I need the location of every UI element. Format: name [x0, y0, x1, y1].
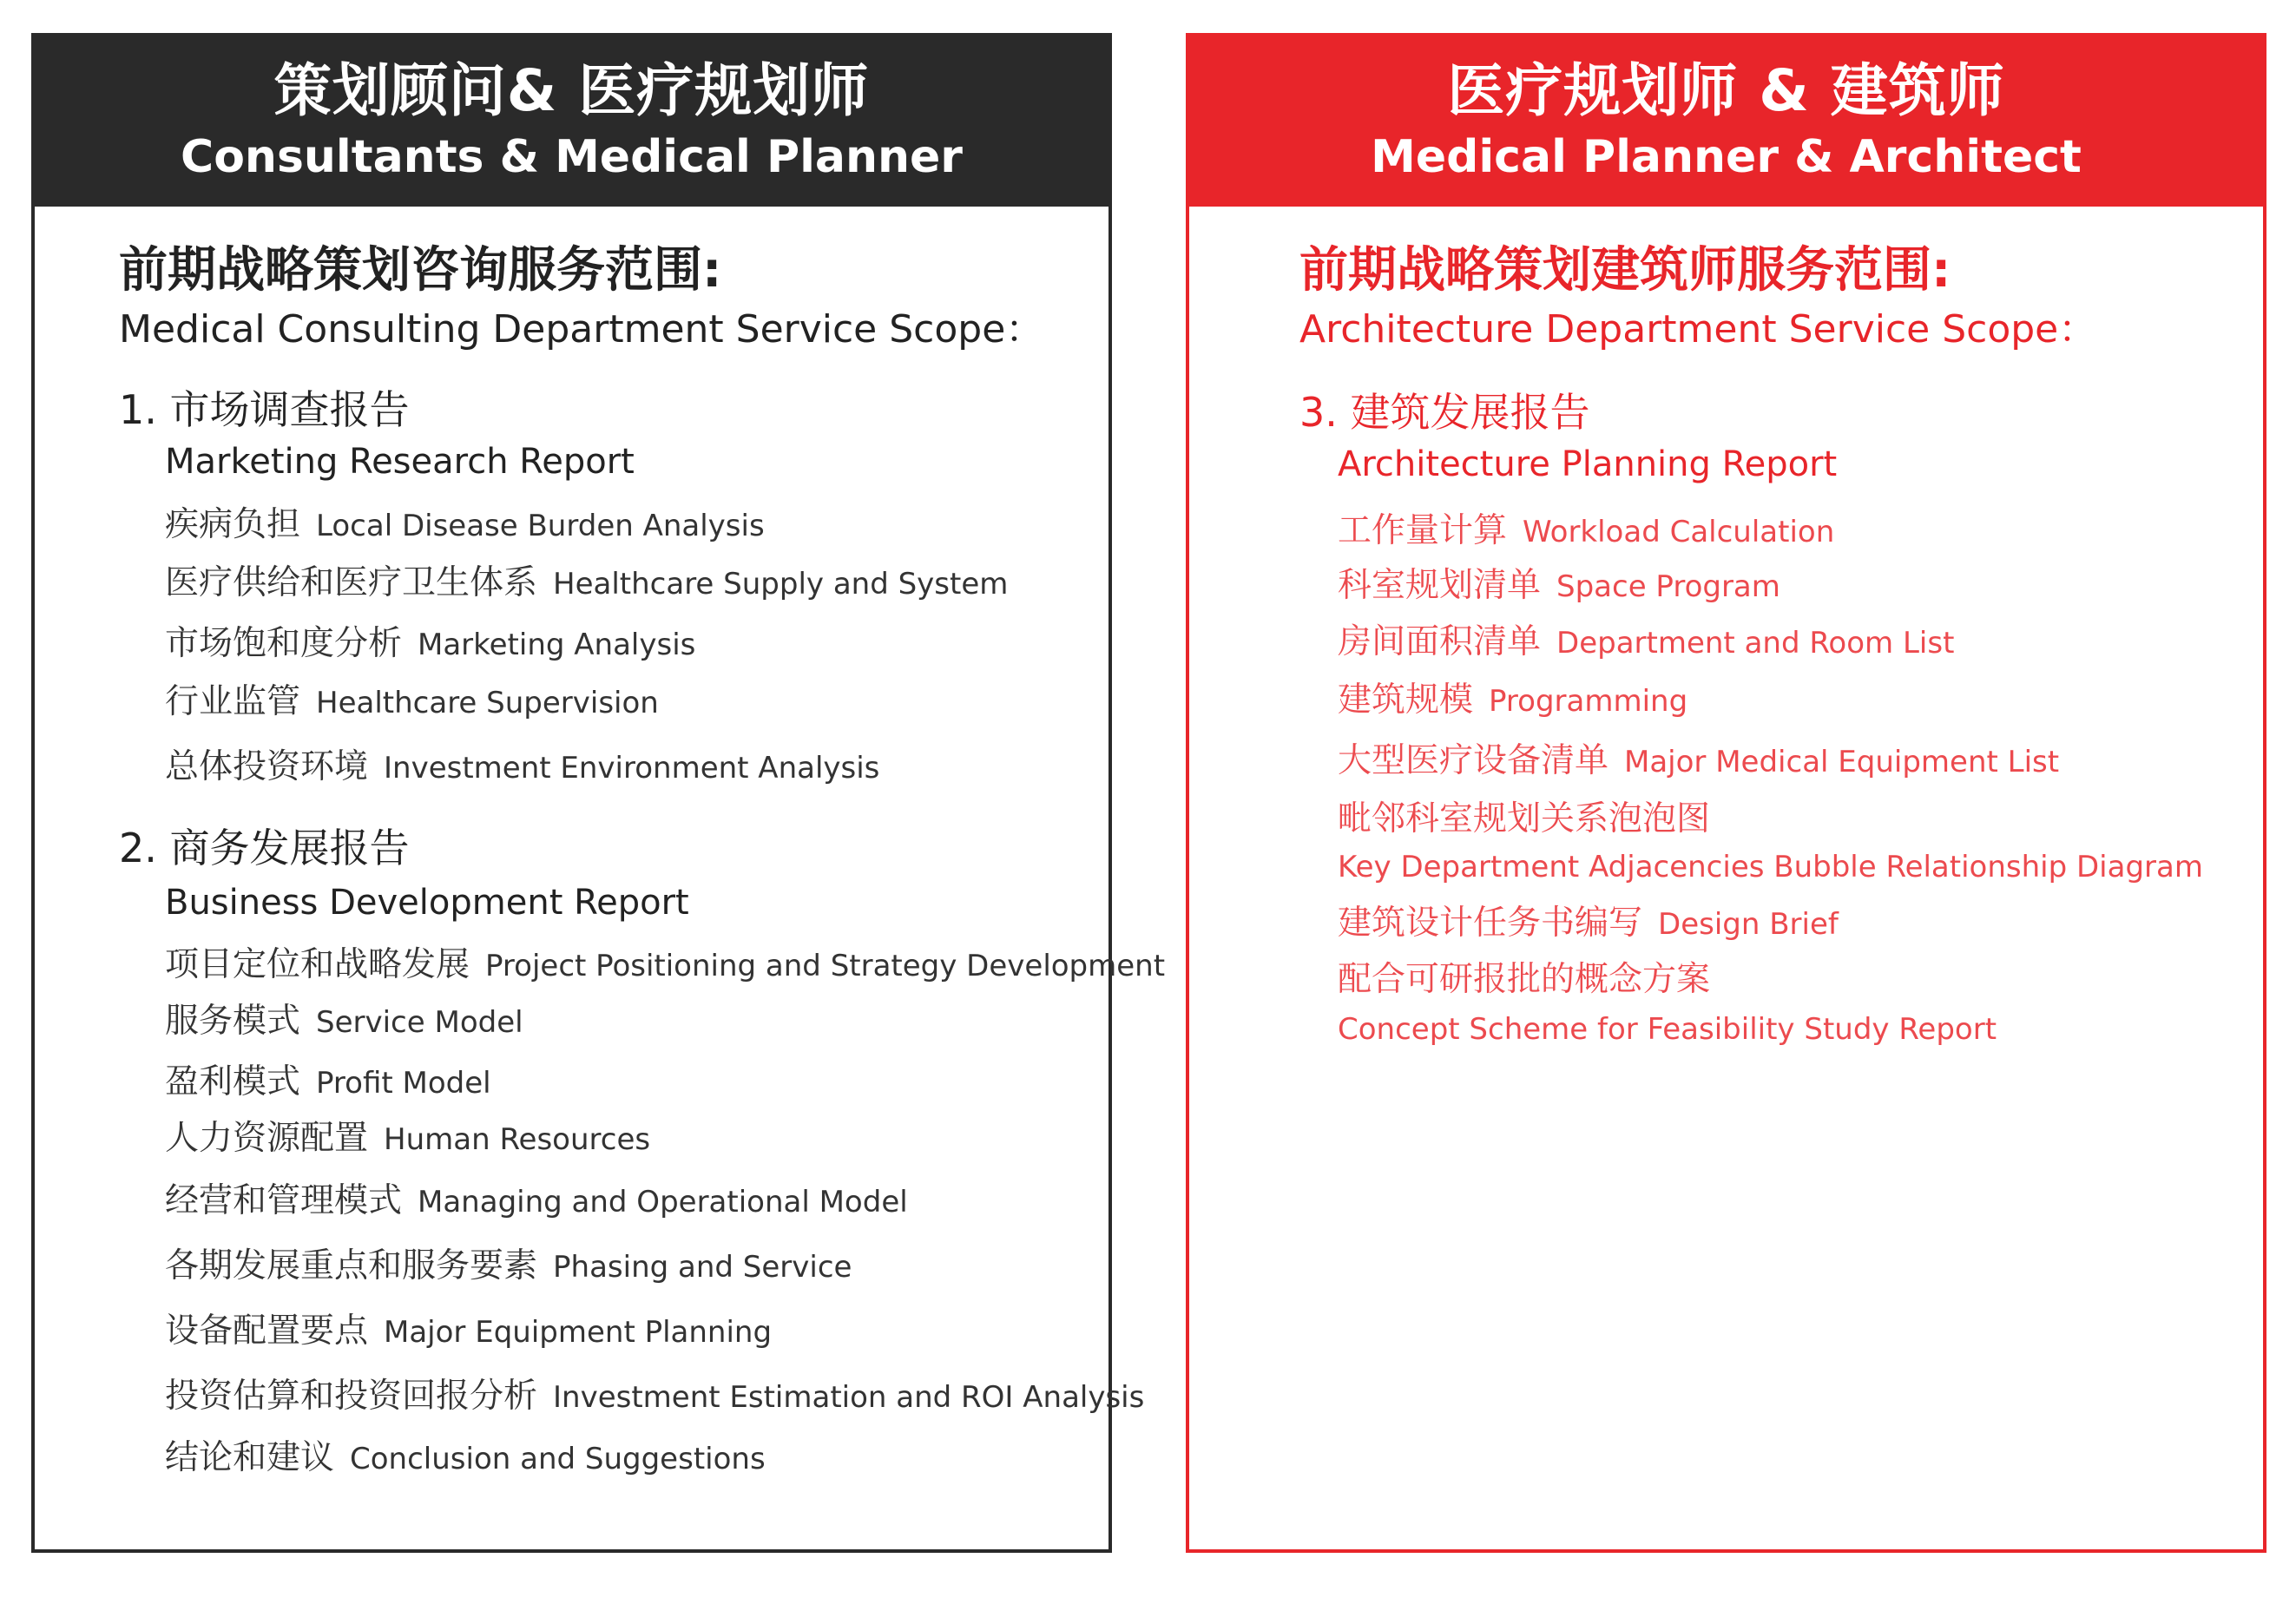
panel-title-en: Medical Planner & Architect [1371, 131, 2082, 183]
section-title-cn: 3. 建筑发展报告 [1299, 389, 1590, 436]
panel-title-cn: 医疗规划师 & 建筑师 [1447, 57, 2005, 124]
list-item: 医疗供给和医疗卫生体系 Healthcare Supply and System [165, 563, 1009, 602]
scope-title-cn: 前期战略策划咨询服务范围: [119, 242, 722, 299]
section-title-en: Business Development Report [165, 883, 689, 923]
list-item: 盈利模式 Profit Model [165, 1062, 491, 1101]
panel-title-cn: 策划顾问& 医疗规划师 [273, 57, 870, 124]
list-item: 项目定位和战略发展 Project Positioning and Strategy Development [165, 945, 1166, 984]
list-item: 人力资源配置 Human Resources [165, 1119, 651, 1158]
panel-header [35, 36, 1109, 207]
list-item: 经营和管理模式 Managing and Operational Model [165, 1181, 908, 1220]
list-item: 科室规划清单 Space Program [1338, 566, 1780, 605]
scope-title-en: Medical Consulting Department Service Scope： [119, 307, 1044, 352]
scope-title-cn: 前期战略策划建筑师服务范围: [1299, 242, 1951, 299]
list-item: 服务模式 Service Model [165, 1002, 523, 1041]
consultants-panel [31, 33, 1166, 1553]
panel-header [1189, 36, 2263, 207]
list-item: 各期发展重点和服务要素 Phasing and Service [165, 1246, 852, 1285]
section-title-cn: 1. 市场调查报告 [119, 386, 410, 433]
panel-title-en: Consultants & Medical Planner [181, 131, 963, 183]
list-item: 市场饱和度分析 Marketing Analysis [165, 624, 696, 663]
list-item: 设备配置要点 Major Equipment Planning [165, 1311, 773, 1351]
list-item: 大型医疗设备清单 Major Medical Equipment List [1338, 741, 2060, 780]
list-item: 结论和建议 Conclusion and Suggestions [165, 1438, 766, 1477]
list-item: 毗邻科室规划关系泡泡图 [1338, 799, 1711, 838]
list-item: 总体投资环境 Investment Environment Analysis [165, 747, 880, 786]
list-item: 疾病负担 Local Disease Burden Analysis [165, 505, 765, 544]
section-title-en: Marketing Research Report [165, 442, 635, 482]
section-title-en: Architecture Planning Report [1338, 444, 1838, 484]
list-item: 房间面积清单 Department and Room List [1338, 622, 1955, 661]
list-item: Concept Scheme for Feasibility Study Report [1338, 1012, 1997, 1047]
list-item: 投资估算和投资回报分析 Investment Estimation and ROI Analysis [165, 1377, 1145, 1416]
section-title-cn: 2. 商务发展报告 [119, 825, 410, 871]
list-item: 工作量计算 Workload Calculation [1338, 511, 1835, 550]
list-item: 建筑规模 Programming [1338, 680, 1688, 720]
list-item: 建筑设计任务书编写 Design Brief [1338, 904, 1839, 943]
list-item: 配合可研报批的概念方案 [1338, 960, 1711, 999]
list-item: 行业监管 Healthcare Supervision [165, 682, 659, 721]
architect-panel [1186, 33, 2266, 1553]
list-item: Key Department Adjacencies Bubble Relationship Diagram [1338, 850, 2203, 884]
scope-title-en: Architecture Department Service Scope： [1299, 307, 2097, 352]
